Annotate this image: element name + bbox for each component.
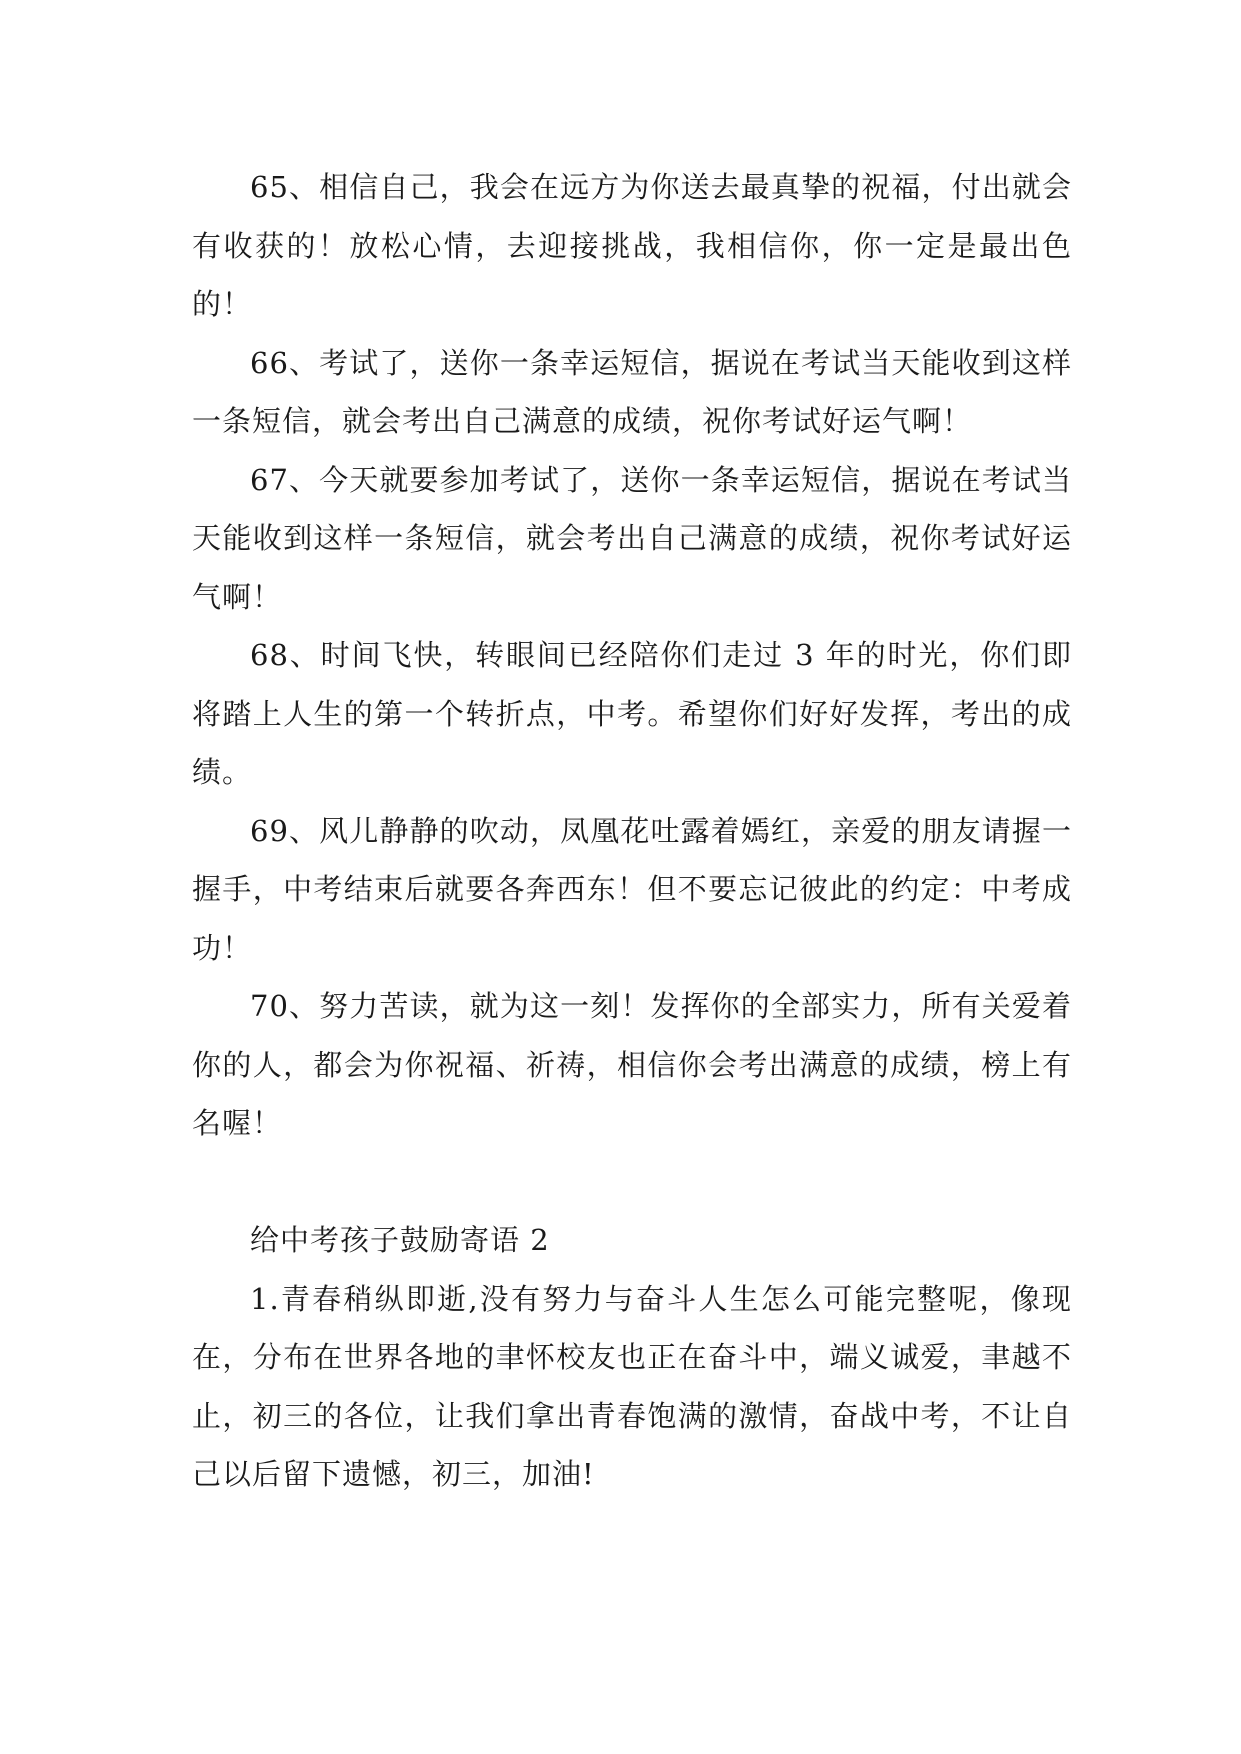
paragraph-67: 67、今天就要参加考试了，送你一条幸运短信，据说在考试当天能收到这样一条短信，就会考出自己满意的成绩，祝你考试好运气啊！	[192, 462, 1072, 614]
document-body	[192, 158, 1072, 1504]
paragraph-1: 1.青春稍纵即逝,没有努力与奋斗人生怎么可能完整呢，像现在，分布在世界各地的聿怀校友也正在奋斗中，端义诚爱，聿越不止，初三的各位，让我们拿出青春饱满的激情，奋战中考，不让自己以后留下遗憾，初三，加油!	[192, 1281, 1072, 1491]
paragraph-70: 70、努力苦读，就为这一刻！发挥你的全部实力，所有关爱着你的人，都会为你祝福、祈祷，相信你会考出满意的成绩，榜上有名喔！	[192, 989, 1072, 1140]
paragraph-65: 65、相信自己，我会在远方为你送去最真挚的祝福，付出就会有收获的！放松心情，去迎接挑战，我相信你，你一定是最出色的！	[192, 170, 1072, 321]
paragraph-69: 69、风儿静静的吹动，凤凰花吐露着嫣红，亲爱的朋友请握一握手，中考结束后就要各奔西东！但不要忘记彼此的约定：中考成功！	[192, 813, 1072, 965]
section-heading: 给中考孩子鼓励寄语 2	[250, 1223, 550, 1257]
paragraph-66: 66、考试了，送你一条幸运短信，据说在考试当天能收到这样一条短信，就会考出自己满意的成绩，祝你考试好运气啊！	[192, 345, 1072, 438]
paragraph-68: 68、时间飞快，转眼间已经陪你们走过 3 年的时光，你们即将踏上人生的第一个转折点，中考。希望你们好好发挥，考出的成绩。	[192, 638, 1072, 789]
